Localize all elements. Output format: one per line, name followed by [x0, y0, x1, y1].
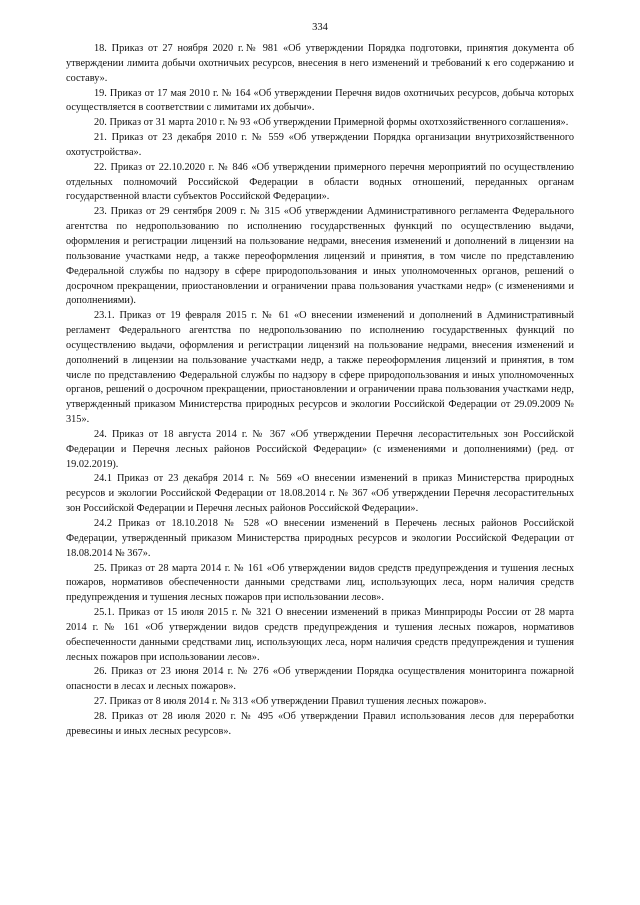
paragraph-item-18: 18. Приказ от 27 ноября 2020 г.№ 981 «Об утверждении Порядка подготовки, принятия документа об утверждении лимита добычи охотничьих ресурсов, внесения в него изменений и требований к его содержанию и составу». [66, 43, 574, 84]
paragraph-item-23: 23. Приказ от 29 сентября 2009 г. № 315 «Об утверждении Административного регламента Федерального агентства по недропользованию по исполнению государственных функций по осуществлению выдачи, оформления и регистрации лицензий на пользование недрами, внесения изменений и дополнений в лицензии на пользование участками недр, а также переоформления лицензий и принятия, в том числе по представлению Федеральной службы по надзору в сфере природопользования и иных уполномоченных органов, решений о досрочном прекращении, приостановлении и ограничении права пользования участками недр» (с изменениями и дополнениями). [66, 206, 574, 307]
paragraph-item-24-1: 24.1 Приказ от 23 декабря 2014 г. № 569 «О внесении изменений в приказ Министерства природных ресурсов и экологии Российской Федерации от 18.08.2014 г. № 367 «Об утверждении Перечня лесорастительных зон Российской Федерации и Перечня лесных районов Российской Федерации». [66, 473, 574, 515]
paragraph-item-22: 22. Приказ от 22.10.2020 г. № 846 «Об утверждении примерного перечня мероприятий по осуществлению отдельных полномочий Российской Федерации в области водных отношений, переданных органам государственной власти субъектов Российской Федерации». [66, 161, 574, 203]
paragraph-item-21: 21. Приказ от 23 декабря 2010 г. № 559 «Об утверждении Порядка организации внутрихозяйственного охотустройства». [66, 132, 574, 158]
paragraph-item-24-2: 24.2 Приказ от 18.10.2018 № 528 «О внесении изменений в Перечень лесных районов Российской Федерации, утвержденный приказом Министерства природных ресурсов и экологии Российской Федерации от 18.08.2014 № 367». [66, 518, 574, 559]
paragraph-item-25: 25. Приказ от 28 марта 2014 г. № 161 «Об утверждении видов средств предупреждения и тушения лесных пожаров, нормативов обеспеченности данными средствами лиц, использующих леса, норм наличия средств предупреждения и тушения лесных пожаров при использовании лесов». [66, 562, 574, 604]
paragraph-item-24: 24. Приказ от 18 августа 2014 г. № 367 «Об утверждении Перечня лесорастительных зон Российской Федерации и Перечня лесных районов Российской Федерации» (с изменениями и дополнениями) (ред. от 19.02.2019). [66, 428, 574, 470]
paragraph-item-19: 19. Приказ от 17 мая 2010 г. № 164 «Об утверждении Перечня видов охотничьих ресурсов, добыча которых осуществляется в соответствии с лимитами их добычи». [66, 87, 574, 114]
paragraph-item-23-1: 23.1. Приказ от 19 февраля 2015 г. № 61 «О внесении изменений и дополнений в Административный регламент Федерального агентства по недропользованию по исполнению государственных функций по осуществлению выдачи, оформления и регистрации лицензий на пользование недрами, внесения изменений и дополнений в лицензии на пользование участками недр, а также переоформления лицензий и принятия, в том числе по представлению Федеральной службы по надзору в сфере природопользования и иных уполномоченных органов, решений о досрочном прекращении, приостановлении и ограничении права пользования участками недр, утвержденный приказом Министерства природных ресурсов и экологии Российской Федерации от 29.09.2009 № 315». [66, 310, 574, 426]
paragraph-item-27: 27. Приказ от 8 июля 2014 г. № 313 «Об утверждении Правил тушения лесных пожаров». [94, 696, 487, 708]
paragraph-item-28: 28. Приказ от 28 июля 2020 г. № 495 «Об утверждении Правил использования лесов для переработки древесины и иных лесных ресурсов». [66, 710, 574, 737]
paragraph-item-20: 20. Приказ от 31 марта 2010 г. № 93 «Об утверждении Примерной формы охотхозяйственного соглашения». [94, 117, 569, 129]
paragraph-item-26: 26. Приказ от 23 июня 2014 г. № 276 «Об утверждении Порядка осуществления мониторинга пожарной опасности в лесах и лесных пожаров». [66, 666, 574, 693]
paragraph-item-25-1: 25.1. Приказ от 15 июля 2015 г. № 321 О внесении изменений в приказ Минприроды России от 28 марта 2014 г. № 161 «Об утверждении видов средств предупреждения и тушения лесных пожаров, нормативов обеспеченности данными средствами лиц, использующих леса, норм наличия средств предупреждения и тушения лесных пожаров при использовании лесов». [66, 607, 574, 663]
page-number: 334 [312, 22, 328, 33]
document-body [66, 42, 574, 740]
